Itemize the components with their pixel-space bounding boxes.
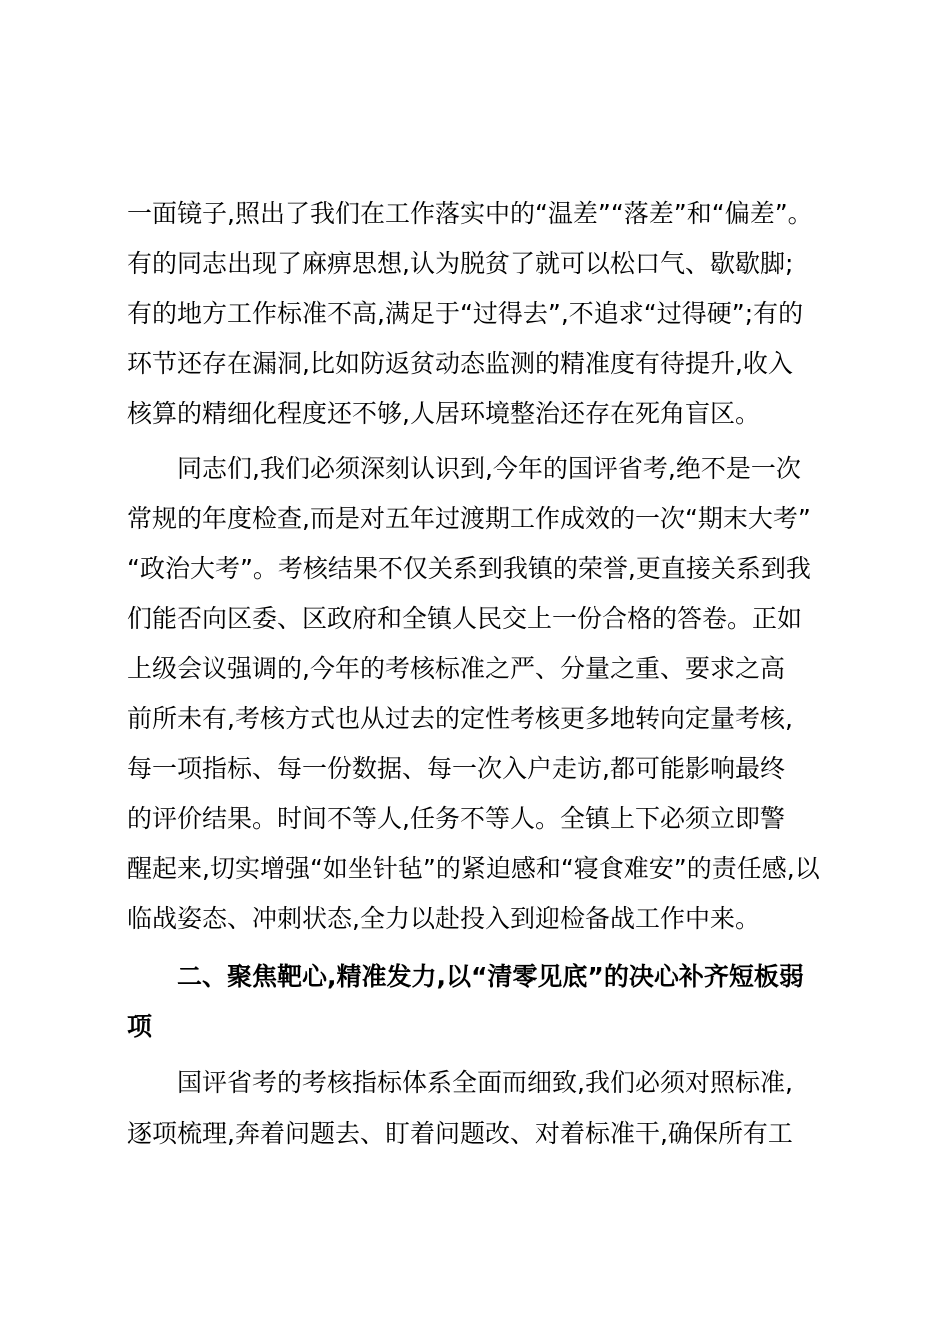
text-line: 每一项指标、每一份数据、每一次入户走访,都可能影响最终: [127, 754, 785, 783]
text-line: 一面镜子,照出了我们在工作落实中的“温差”“落差”和“偏差”。: [127, 199, 813, 228]
text-line: 醒起来,切实增强“如坐针毡”的紧迫感和“寝食难安”的责任感,以: [127, 854, 820, 883]
text-line: 前所未有,考核方式也从过去的定性考核更多地转向定量考核,: [127, 704, 793, 733]
text-line: “政治大考”。考核结果不仅关系到我镇的荣誉,更直接关系到我: [127, 554, 811, 583]
text-line: 国评省考的考核指标体系全面而细致,我们必须对照标准,: [177, 1068, 793, 1097]
text-line: 的评价结果。时间不等人,任务不等人。全镇上下必须立即警: [127, 804, 785, 833]
heading-line: 二、聚焦靶心,精准发力,以“清零见底”的决心补齐短板弱: [177, 962, 804, 991]
text-line: 逐项梳理,奔着问题去、盯着问题改、对着标准干,确保所有工: [127, 1119, 793, 1148]
text-line: 有的同志出现了麻痹思想,认为脱贫了就可以松口气、歇歇脚;: [127, 249, 794, 278]
text-line: 核算的精细化程度还不够,人居环境整治还存在死角盲区。: [127, 399, 760, 428]
text-line: 同志们,我们必须深刻认识到,今年的国评省考,绝不是一次: [177, 454, 801, 483]
text-line: 环节还存在漏洞,比如防返贫动态监测的精准度有待提升,收入: [127, 349, 793, 378]
heading-line: 项: [127, 1012, 153, 1041]
text-line: 上级会议强调的,今年的考核标准之严、分量之重、要求之高: [127, 654, 785, 683]
text-line: 临战姿态、冲刺状态,全力以赴投入到迎检备战工作中来。: [127, 904, 760, 933]
text-line: 有的地方工作标准不高,满足于“过得去”,不追求“过得硬”;有的: [127, 299, 804, 328]
text-line: 们能否向区委、区政府和全镇人民交上一份合格的答卷。正如: [127, 604, 803, 633]
text-line: 常规的年度检查,而是对五年过渡期工作成效的一次“期末大考”: [127, 504, 811, 533]
